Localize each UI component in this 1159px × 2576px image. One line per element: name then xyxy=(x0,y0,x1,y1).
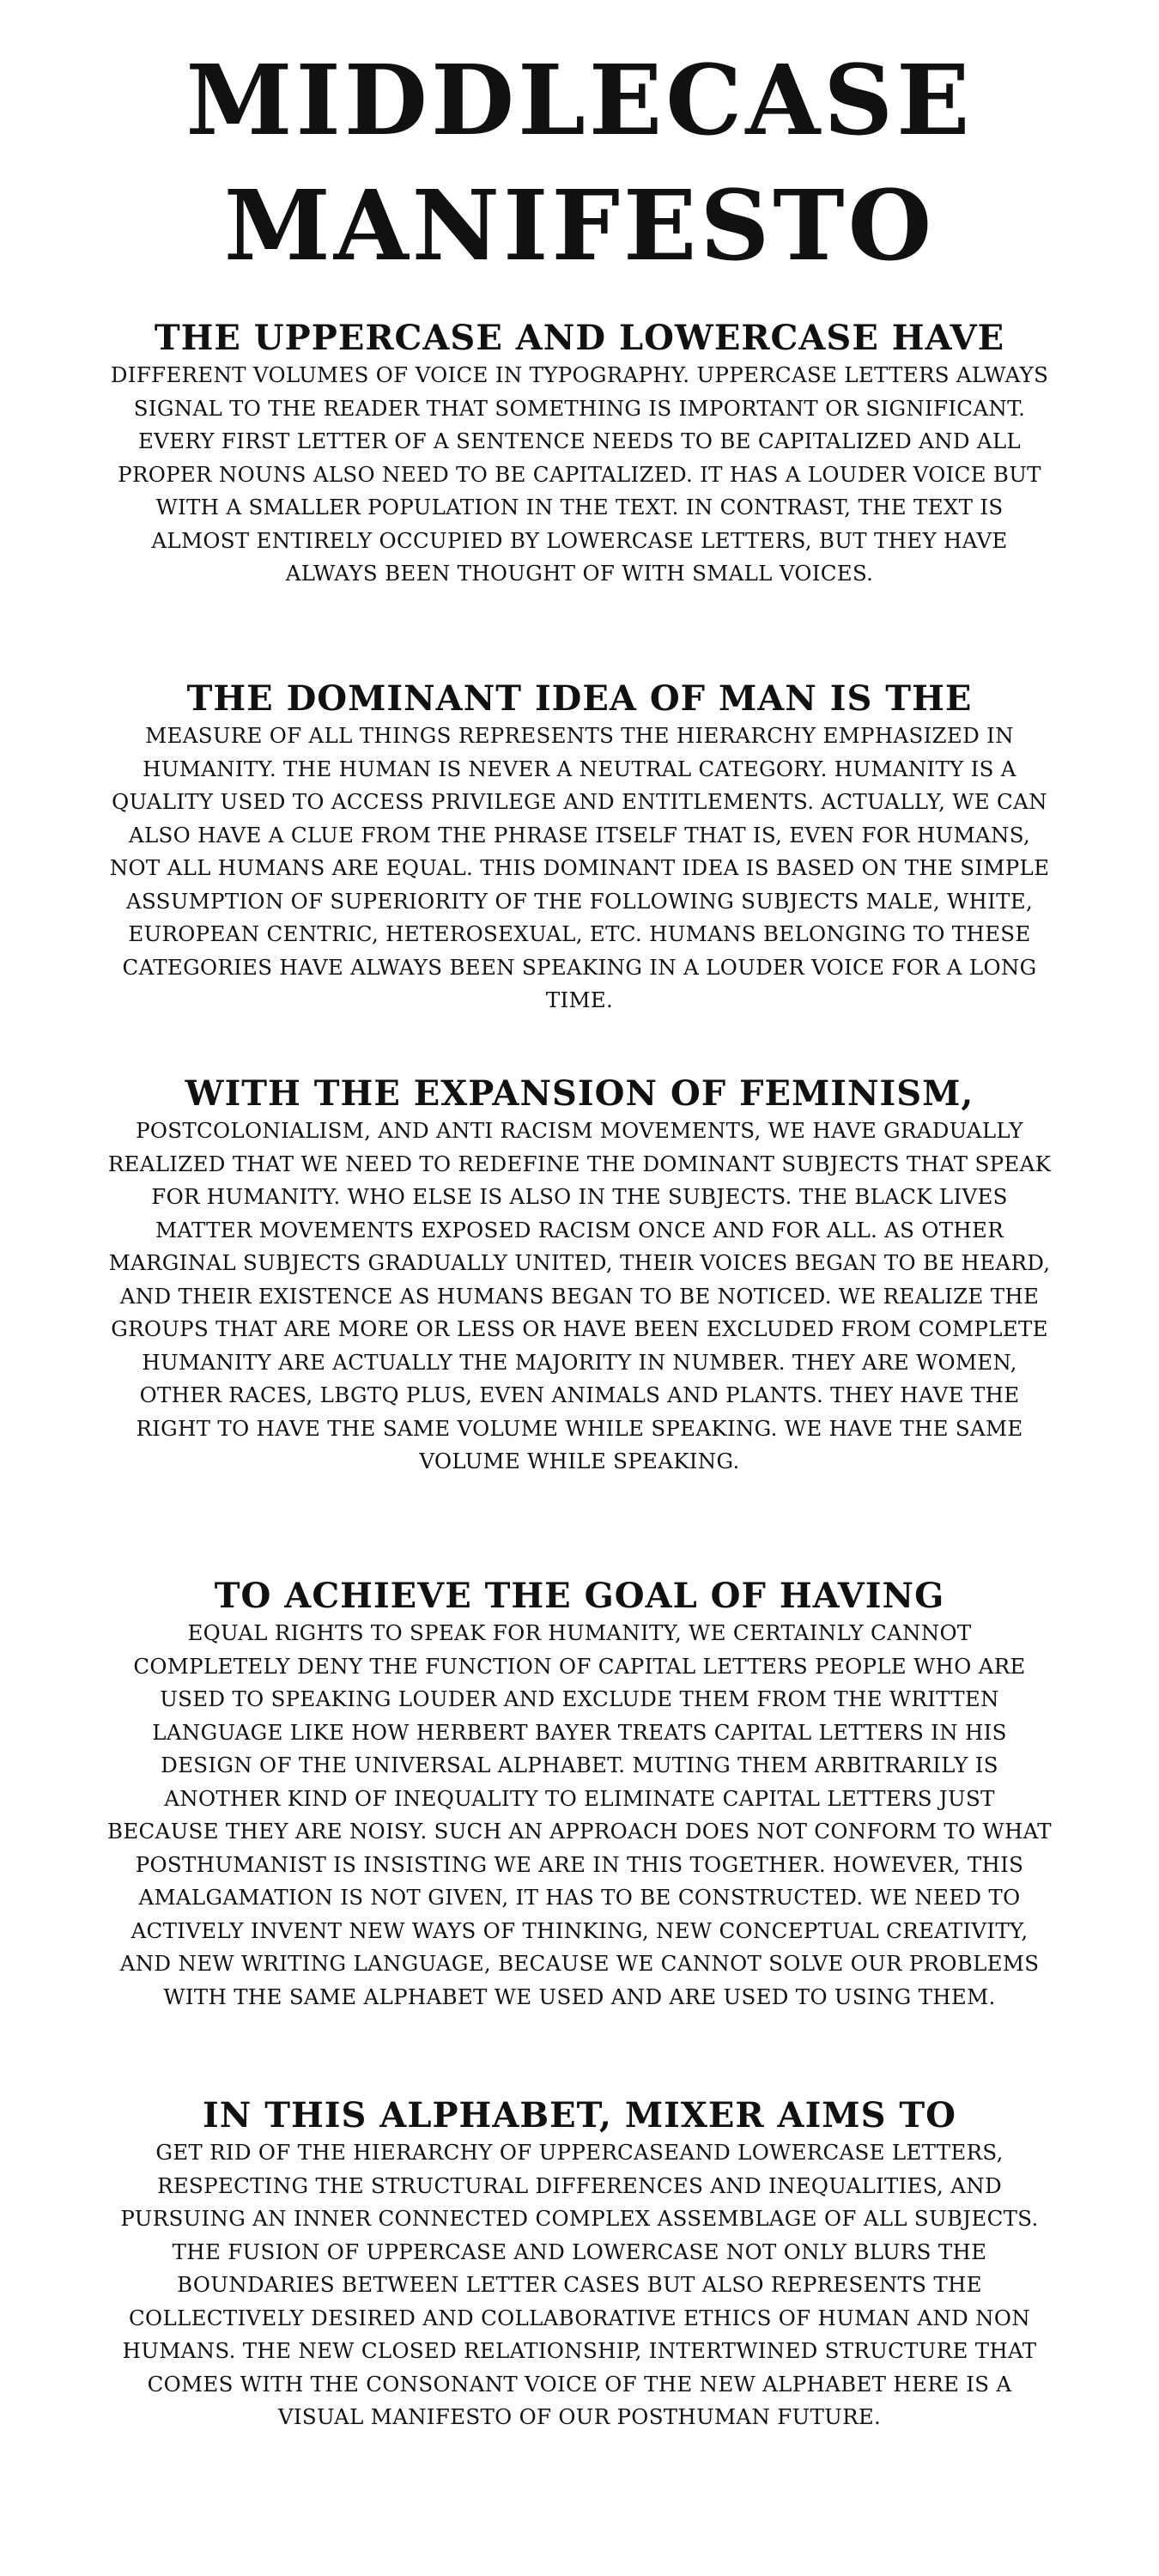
section-heading: TO ACHIEVE THE GOAL OF HAVING xyxy=(214,1576,945,1616)
manifesto-section-1 xyxy=(103,318,1056,591)
manifesto-section-3 xyxy=(103,1073,1056,1479)
section-heading: THE UPPERCASE AND LOWERCASE HAVE xyxy=(154,318,1005,358)
manifesto-section-5 xyxy=(103,2095,1056,2434)
section-body: MEASURE OF ALL THINGS REPRESENTS THE HIERARCHY EMPHASIZED IN HUMANITY. THE HUMAN IS NEVER A NEUTRAL CATEGORY. HUMANITY IS A QUALITY USED TO ACCESS PRIVILEGE AND ENTITLEMENTS. ACTUALLY, WE CAN ALSO HAVE A CLUE FROM THE PHRASE ITSELF THAT IS, EVEN FOR HUMANS, NOT ALL HUMANS ARE EQUAL. THIS DOMINANT IDEA IS BASED ON THE SIMPLE ASSUMPTION OF SUPERIORITY OF THE FOLLOWING SUBJECTS MALE, WHITE, EUROPEAN CENTRIC, HETEROSEXUAL, ETC. HUMANS BELONGING TO THESE CATEGORIES HAVE ALWAYS BEEN SPEAKING IN A LOUDER VOICE FOR A LONG TIME. xyxy=(109,723,1050,1012)
section-body: DIFFERENT VOLUMES OF VOICE IN TYPOGRAPHY. UPPERCASE LETTERS ALWAYS SIGNAL TO THE READER THAT SOMETHING IS IMPORTANT OR SIGNIFICANT. EVERY FIRST LETTER OF A SENTENCE NEEDS TO BE CAPITALIZED AND ALL PROPER NOUNS ALSO NEED TO BE CAPITALIZED. IT HAS A LOUDER VOICE BUT WITH A SMALLER POPULATION IN THE TEXT. IN CONTRAST, THE TEXT IS ALMOST ENTIRELY OCCUPIED BY LOWERCASE LETTERS, BUT THEY HAVE ALWAYS BEEN THOUGHT OF WITH SMALL VOICES. xyxy=(110,362,1049,586)
section-body: GET RID OF THE HIERARCHY OF UPPERCASEAND LOWERCASE LETTERS, RESPECTING THE STRUCTURAL DIFFERENCES AND INEQUALITIES, AND PURSUING AN INNER CONNECTED COMPLEX ASSEMBLAGE OF ALL SUBJECTS. THE FUSION OF UPPERCASE AND LOWERCASE NOT ONLY BLURS THE BOUNDARIES BETWEEN LETTER CASES BUT ALSO REPRESENTS THE COLLECTIVELY DESIRED AND COLLABORATIVE ETHICS OF HUMAN AND NON HUMANS. THE NEW CLOSED RELATIONSHIP, INTERTWINED STRUCTURE THAT COMES WITH THE CONSONANT VOICE OF THE NEW ALPHABET HERE IS A VISUAL MANIFESTO OF OUR POSTHUMAN FUTURE. xyxy=(120,2140,1039,2429)
section-heading: WITH THE EXPANSION OF FEMINISM, xyxy=(185,1073,974,1114)
section-body: POSTCOLONIALISM, AND ANTI RACISM MOVEMENTS, WE HAVE GRADUALLY REALIZED THAT WE NEED TO REDEFINE THE DOMINANT SUBJECTS THAT SPEAK FOR HUMANITY. WHO ELSE IS ALSO IN THE SUBJECTS. THE BLACK LIVES MATTER MOVEMENTS EXPOSED RACISM ONCE AND FOR ALL. AS OTHER MARGINAL SUBJECTS GRADUALLY UNITED, THEIR VOICES BEGAN TO BE HEARD, AND THEIR EXISTENCE AS HUMANS BEGAN TO BE NOTICED. WE REALIZE THE GROUPS THAT ARE MORE OR LESS OR HAVE BEEN EXCLUDED FROM COMPLETE HUMANITY ARE ACTUALLY THE MAJORITY IN NUMBER. THEY ARE WOMEN, OTHER RACES, LBGTQ PLUS, EVEN ANIMALS AND PLANTS. THEY HAVE THE RIGHT TO HAVE THE SAME VOLUME WHILE SPEAKING. WE HAVE THE SAME VOLUME WHILE SPEAKING. xyxy=(107,1118,1052,1473)
section-heading: THE DOMINANT IDEA OF MAN IS THE xyxy=(186,678,973,719)
manifesto-section-2 xyxy=(103,678,1056,1018)
manifesto-section-4 xyxy=(103,1576,1056,2014)
section-heading: IN THIS ALPHABET, MIXER AIMS TO xyxy=(203,2095,956,2136)
title-line-2: MANIFESTO xyxy=(223,170,936,283)
section-body: EQUAL RIGHTS TO SPEAK FOR HUMANITY, WE CERTAINLY CANNOT COMPLETELY DENY THE FUNCTION OF CAPITAL LETTERS PEOPLE WHO ARE USED TO SPEAKING LOUDER AND EXCLUDE THEM FROM THE WRITTEN LANGUAGE LIKE HOW HERBERT BAYER TREATS CAPITAL LETTERS IN HIS DESIGN OF THE UNIVERSAL ALPHABET. MUTING THEM ARBITRARILY IS ANOTHER KIND OF INEQUALITY TO ELIMINATE CAPITAL LETTERS JUST BECAUSE THEY ARE NOISY. SUCH AN APPROACH DOES NOT CONFORM TO WHAT POSTHUMANIST IS INSISTING WE ARE IN THIS TOGETHER. HOWEVER, THIS AMALGAMATION IS NOT GIVEN, IT HAS TO BE CONSTRUCTED. WE NEED TO ACTIVELY INVENT NEW WAYS OF THINKING, NEW CONCEPTUAL CREATIVITY, AND NEW WRITING LANGUAGE, BECAUSE WE CANNOT SOLVE OUR PROBLEMS WITH THE SAME ALPHABET WE USED AND ARE USED TO USING THEM. xyxy=(107,1620,1052,2009)
title-line-1: MIDDLECASE xyxy=(185,45,974,157)
